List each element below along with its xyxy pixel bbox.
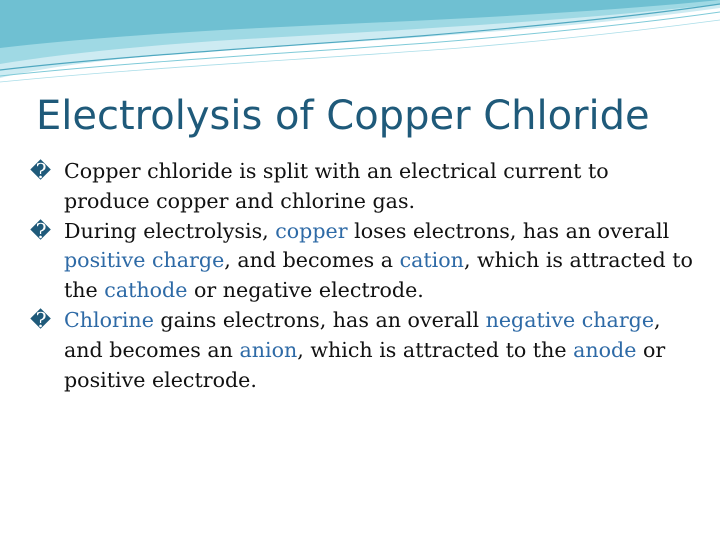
highlighted-term: cathode [104, 278, 188, 303]
bullet-text: During electrolysis, [64, 218, 276, 243]
bullet-text: , and becomes an [64, 307, 661, 362]
bullet-text: loses electrons, has an overall [347, 218, 670, 243]
bullet-item [30, 306, 700, 395]
bullet-marker-icon: � [30, 159, 52, 183]
bullet-item [30, 217, 700, 306]
bullet-text: gains electrons, has an overall [153, 307, 486, 332]
highlighted-term: anode [573, 337, 637, 362]
bullet-text: , and becomes a [224, 248, 400, 273]
bullet-text: Copper chloride is split with an electrical current to produce copper and chlorine gas. [64, 159, 609, 213]
header-wave-decoration [0, 0, 720, 90]
bullet-text: , which is attracted to the [64, 248, 693, 303]
bullet-marker-icon: � [30, 307, 52, 332]
highlighted-term: copper [275, 218, 348, 243]
bullet-marker-icon: � [30, 218, 52, 243]
highlighted-term: negative charge [485, 307, 655, 332]
bullet-list [30, 157, 700, 395]
bullet-text: or positive electrode. [64, 337, 666, 392]
bullet-text: , which is attracted to the [297, 337, 574, 362]
highlighted-term: positive charge [64, 248, 225, 273]
slide-title: Electrolysis of Copper Chloride [36, 93, 650, 139]
highlighted-term: cation [399, 248, 464, 273]
highlighted-term: anion [239, 337, 298, 362]
highlighted-term: Chlorine [64, 307, 154, 332]
bullet-text: or negative electrode. [187, 278, 424, 303]
bullet-item [30, 157, 700, 217]
